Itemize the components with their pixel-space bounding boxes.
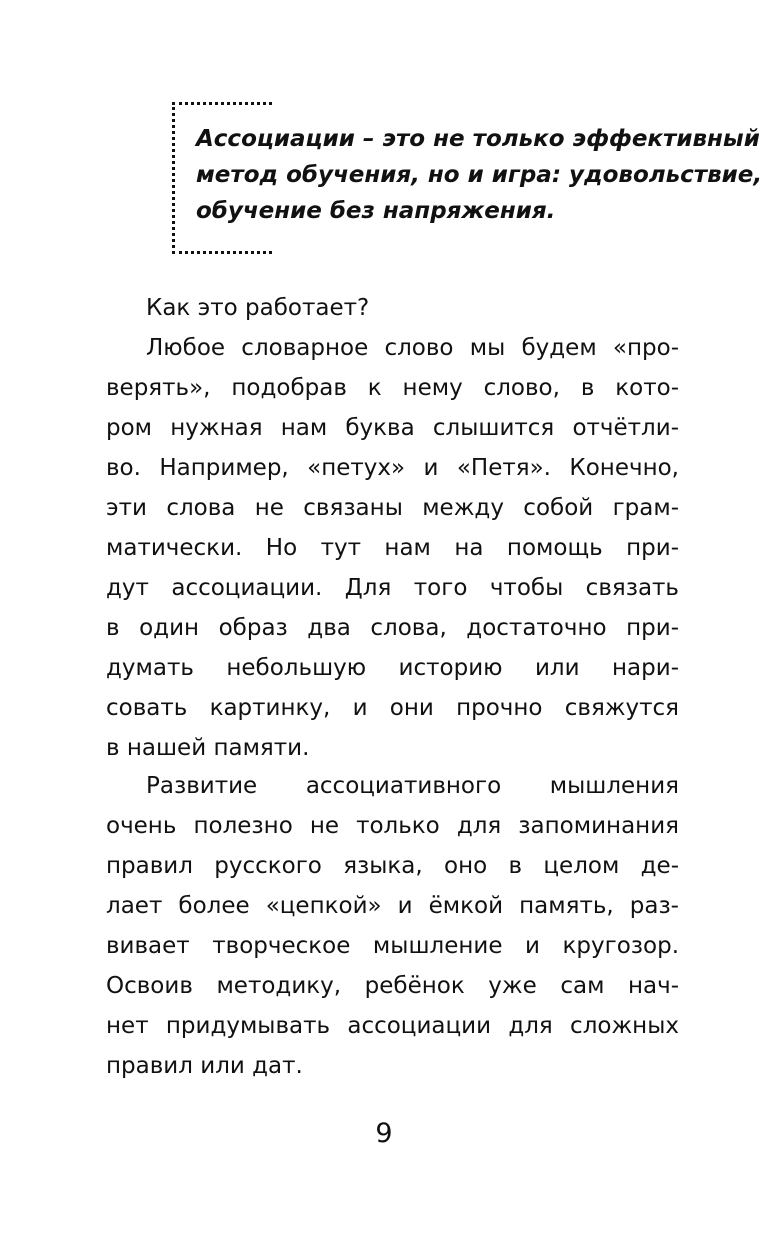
callout-line-2: метод обучения, но и игра: удовольствие, xyxy=(196,162,763,188)
paragraph2-line-6: Освоив методику, ребёнок уже сам нач- xyxy=(106,973,679,999)
paragraph2-line-7: нет придумывать ассоциации для сложных xyxy=(106,1013,679,1039)
paragraph2-line-1: Развитие ассоциативного мышления xyxy=(146,773,679,799)
paragraph1-line-1: Любое словарное слово мы будем «про- xyxy=(146,335,679,361)
paragraph2-line-3: правил русского языка, оно в целом де- xyxy=(106,853,679,879)
paragraph2-line-2: очень полезно не только для запоминания xyxy=(106,813,679,839)
callout-top-dotted-border xyxy=(172,102,272,105)
question-line: Как это работает? xyxy=(146,295,370,321)
page-number: 9 xyxy=(375,1118,393,1149)
paragraph1-line-6: матически. Но тут нам на помощь при- xyxy=(106,535,679,561)
paragraph1-line-7: дут ассоциации. Для того чтобы связать xyxy=(106,575,679,601)
paragraph1-line-10: совать картинку, и они прочно свяжутся xyxy=(106,695,679,721)
paragraph1-line-5: эти слова не связаны между собой грам- xyxy=(106,495,679,521)
callout-line-3: обучение без напряжения. xyxy=(196,198,556,224)
paragraph1-line-4: во. Например, «петух» и «Петя». Конечно, xyxy=(106,455,679,481)
callout-left-dotted-border xyxy=(172,102,175,254)
callout-line-1: Ассоциации – это не только эффективный xyxy=(196,126,760,152)
paragraph1-line-9: думать небольшую историю или нари- xyxy=(106,655,679,681)
paragraph1-line-11: в нашей памяти. xyxy=(106,735,310,761)
callout-box xyxy=(172,102,763,254)
paragraph2-line-8: правил или дат. xyxy=(106,1053,303,1079)
paragraph2-line-5: вивает творческое мышление и кругозор. xyxy=(106,933,679,959)
paragraph2-line-4: лает более «цепкой» и ёмкой память, раз- xyxy=(106,893,679,919)
paragraph1-line-2: верять», подобрав к нему слово, в кото- xyxy=(106,375,679,401)
callout-bottom-dotted-border xyxy=(172,251,272,254)
paragraph1-line-8: в один образ два слова, достаточно при- xyxy=(106,615,679,641)
paragraph1-line-3: ром нужная нам буква слышится отчётли- xyxy=(106,415,679,441)
